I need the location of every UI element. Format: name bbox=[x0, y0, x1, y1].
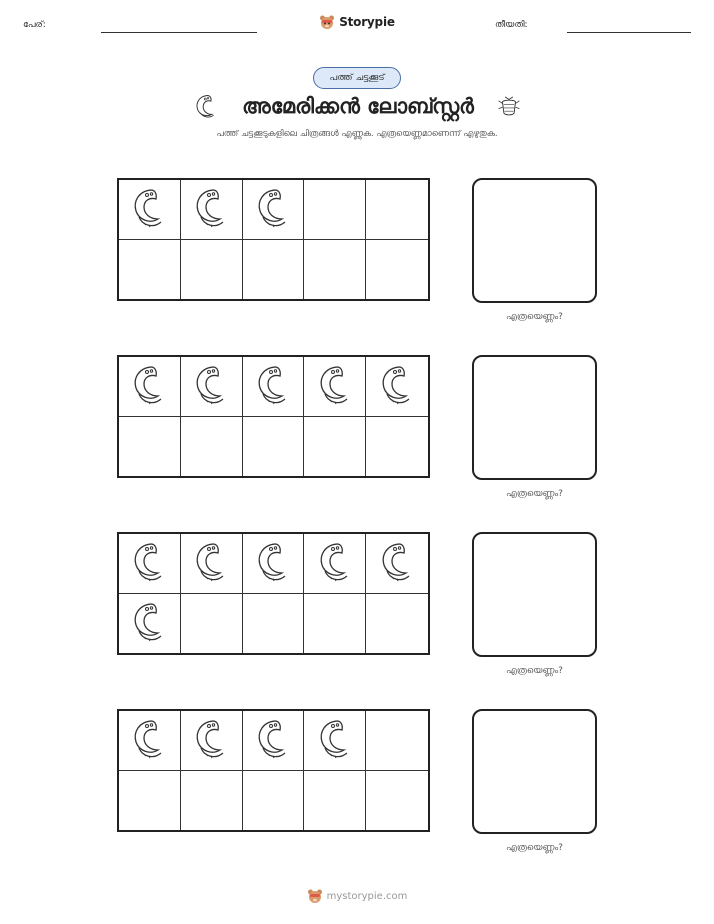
lobster-claw-icon bbox=[253, 363, 293, 409]
brand-name: Storypie bbox=[339, 15, 395, 29]
ten-frame bbox=[117, 355, 430, 478]
category-pill: പത്ത് ചട്ടക്കൂട് bbox=[313, 67, 401, 89]
frame-cell bbox=[243, 180, 305, 240]
frame-cell bbox=[119, 534, 181, 594]
lobster-claw-icon bbox=[253, 540, 293, 586]
frame-cell bbox=[243, 534, 305, 594]
footer bbox=[0, 888, 714, 904]
frame-cell bbox=[304, 180, 366, 240]
frame-cell bbox=[243, 771, 305, 831]
frame-cell bbox=[304, 711, 366, 771]
lobster-claw-icon bbox=[377, 363, 417, 409]
frame-cell bbox=[181, 240, 243, 300]
frame-cell bbox=[304, 771, 366, 831]
lobster-body-icon bbox=[496, 93, 522, 119]
lobster-claw-icon bbox=[192, 92, 220, 120]
frame-cell bbox=[304, 357, 366, 417]
count-label: എത്രയെണ്ണം? bbox=[506, 489, 563, 499]
frame-cell bbox=[366, 240, 428, 300]
lobster-claw-icon bbox=[191, 363, 231, 409]
answer-box[interactable] bbox=[472, 178, 597, 303]
frame-cell bbox=[181, 534, 243, 594]
date-label: തീയതി: bbox=[495, 20, 528, 30]
lobster-claw-icon bbox=[129, 540, 169, 586]
lobster-claw-icon bbox=[315, 363, 355, 409]
frame-cell bbox=[243, 594, 305, 654]
frame-cell bbox=[181, 180, 243, 240]
frame-cell bbox=[119, 357, 181, 417]
frame-cell bbox=[304, 417, 366, 477]
lobster-claw-icon bbox=[315, 540, 355, 586]
answer-box[interactable] bbox=[472, 532, 597, 657]
frame-cell bbox=[181, 711, 243, 771]
ten-frame bbox=[117, 178, 430, 301]
frame-cell bbox=[366, 417, 428, 477]
storypie-bear-logo bbox=[307, 888, 323, 904]
name-line[interactable] bbox=[101, 32, 257, 33]
lobster-claw-icon bbox=[129, 186, 169, 232]
lobster-claw-icon bbox=[315, 717, 355, 763]
name-label: പേര്: bbox=[23, 20, 46, 30]
frame-cell bbox=[119, 180, 181, 240]
answer-box[interactable] bbox=[472, 355, 597, 480]
frame-cell bbox=[366, 357, 428, 417]
frame-cell bbox=[366, 771, 428, 831]
frame-cell bbox=[243, 417, 305, 477]
frame-cell bbox=[366, 180, 428, 240]
lobster-claw-icon bbox=[129, 600, 169, 646]
frame-cell bbox=[181, 417, 243, 477]
answer-box[interactable] bbox=[472, 709, 597, 834]
lobster-claw-icon bbox=[129, 717, 169, 763]
lobster-claw-icon bbox=[129, 363, 169, 409]
frame-cell bbox=[119, 240, 181, 300]
frame-cell bbox=[119, 711, 181, 771]
ten-frame bbox=[117, 532, 430, 655]
frame-cell bbox=[119, 594, 181, 654]
lobster-claw-icon bbox=[253, 186, 293, 232]
frame-cell bbox=[181, 594, 243, 654]
lobster-claw-icon bbox=[191, 540, 231, 586]
frame-cell bbox=[366, 534, 428, 594]
lobster-claw-icon bbox=[191, 186, 231, 232]
storypie-bear-logo bbox=[319, 14, 335, 30]
frame-cell bbox=[243, 240, 305, 300]
instructions-text: പത്ത് ചട്ടക്കൂടുകളിലെ ചിത്രങ്ങൾ എണ്ണുക. എത്രയെണ്ണമാണെന്ന് എഴുതുക. bbox=[216, 129, 498, 139]
frame-cell bbox=[119, 417, 181, 477]
lobster-claw-icon bbox=[191, 717, 231, 763]
count-label: എത്രയെണ്ണം? bbox=[506, 666, 563, 676]
frame-cell bbox=[243, 357, 305, 417]
count-label: എത്രയെണ്ണം? bbox=[506, 843, 563, 853]
date-line[interactable] bbox=[567, 32, 691, 33]
lobster-claw-icon bbox=[253, 717, 293, 763]
count-label: എത്രയെണ്ണം? bbox=[506, 312, 563, 322]
frame-cell bbox=[181, 771, 243, 831]
brand-logo bbox=[0, 14, 714, 30]
frame-cell bbox=[181, 357, 243, 417]
footer-url[interactable]: mystorypie.com bbox=[326, 890, 408, 902]
frame-cell bbox=[366, 711, 428, 771]
frame-cell bbox=[304, 240, 366, 300]
lobster-claw-icon bbox=[377, 540, 417, 586]
frame-cell bbox=[119, 771, 181, 831]
page-title: അമേരിക്കൻ ലോബ്സ്റ്റർ bbox=[242, 93, 474, 118]
frame-cell bbox=[304, 534, 366, 594]
frame-cell bbox=[304, 594, 366, 654]
frame-cell bbox=[243, 711, 305, 771]
frame-cell bbox=[366, 594, 428, 654]
title-row bbox=[0, 92, 714, 120]
ten-frame bbox=[117, 709, 430, 832]
